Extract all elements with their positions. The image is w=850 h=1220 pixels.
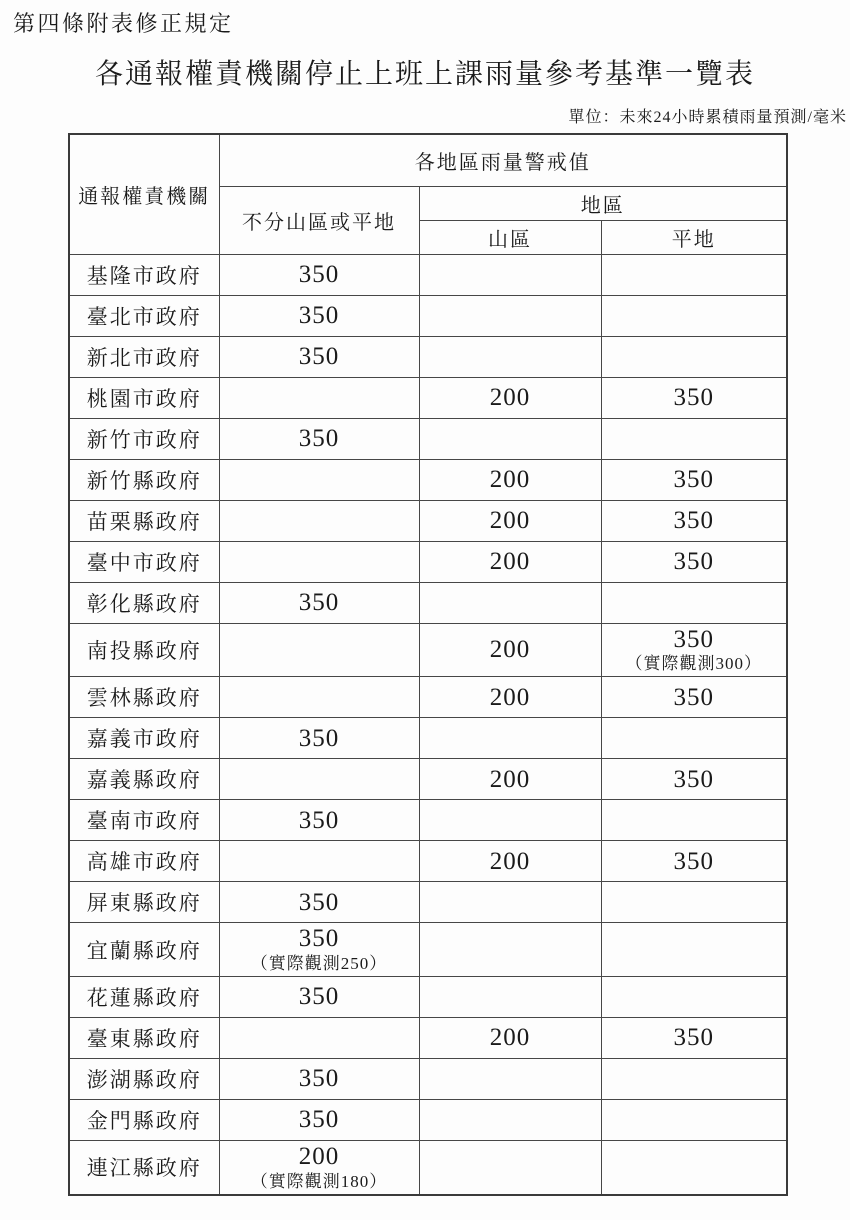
table-row	[69, 582, 787, 623]
agency-cell: 臺北市政府	[69, 295, 219, 336]
article-heading: 第四條附表修正規定	[13, 11, 234, 36]
mountain-value: 200	[489, 765, 531, 793]
flat-cell	[601, 923, 787, 977]
flat-value: 350	[673, 547, 714, 575]
all-areas-cell	[219, 1059, 419, 1100]
header-flat: 平地	[601, 220, 787, 254]
table-row	[69, 800, 787, 841]
agency-cell: 花蓮縣政府	[69, 977, 219, 1018]
agency-cell: 新竹市政府	[69, 418, 219, 459]
all-areas-cell	[219, 582, 419, 623]
all-areas-cell	[219, 800, 419, 841]
table-row	[69, 841, 787, 882]
mountain-value: 200	[489, 465, 531, 493]
table-row	[69, 759, 787, 800]
mountain-cell	[419, 459, 601, 500]
all-areas-value: 350	[298, 1106, 340, 1134]
mountain-cell	[419, 500, 601, 541]
table-row	[69, 500, 787, 541]
agency-cell: 屏東縣政府	[69, 882, 219, 923]
mountain-value: 200	[489, 1024, 531, 1052]
flat-cell	[601, 336, 787, 377]
all-areas-cell	[219, 977, 419, 1018]
agency-cell: 基隆市政府	[69, 254, 219, 295]
rainfall-threshold-table	[68, 133, 788, 1196]
all-areas-cell	[219, 1100, 419, 1141]
table-row	[69, 977, 787, 1018]
table-row	[69, 459, 787, 500]
mountain-value: 200	[489, 383, 531, 411]
flat-cell	[601, 977, 787, 1018]
mountain-cell	[419, 377, 601, 418]
flat-cell	[601, 459, 787, 500]
all-areas-value: 350	[298, 342, 340, 370]
agency-cell: 南投縣政府	[69, 623, 219, 677]
table-row	[69, 336, 787, 377]
mountain-cell	[419, 541, 601, 582]
mountain-value: 200	[489, 636, 531, 664]
all-areas-value: 350	[298, 301, 340, 329]
all-areas-cell	[219, 459, 419, 500]
mountain-value: 200	[489, 506, 531, 534]
flat-cell	[601, 254, 787, 295]
flat-cell	[601, 377, 787, 418]
table-row	[69, 677, 787, 718]
flat-note: （實際觀測300）	[625, 654, 762, 673]
flat-cell	[601, 1141, 787, 1195]
table-row	[69, 295, 787, 336]
flat-cell	[601, 418, 787, 459]
header-warning-value: 各地區雨量警戒值	[219, 134, 787, 186]
all-areas-value: 350	[298, 260, 340, 288]
flat-value: 350	[673, 465, 714, 493]
agency-cell: 桃園市政府	[69, 377, 219, 418]
all-areas-cell	[219, 623, 419, 677]
flat-value: 350	[673, 1024, 714, 1052]
agency-cell: 宜蘭縣政府	[69, 923, 219, 977]
agency-cell: 臺中市政府	[69, 541, 219, 582]
flat-cell	[601, 800, 787, 841]
agency-cell: 連江縣政府	[69, 1141, 219, 1195]
all-areas-note: （實際觀測180）	[250, 1171, 388, 1191]
header-district: 地區	[419, 186, 787, 220]
agency-cell: 嘉義市政府	[69, 718, 219, 759]
flat-cell	[601, 882, 787, 923]
flat-cell	[601, 500, 787, 541]
all-areas-value: 350	[298, 424, 340, 452]
all-areas-cell	[219, 541, 419, 582]
all-areas-cell	[219, 1018, 419, 1059]
header-row-1	[69, 134, 787, 186]
mountain-cell	[419, 336, 601, 377]
flat-value: 350	[673, 625, 714, 653]
table-row	[69, 882, 787, 923]
agency-cell: 嘉義縣政府	[69, 759, 219, 800]
all-areas-cell	[219, 718, 419, 759]
flat-cell	[601, 541, 787, 582]
table-body	[69, 254, 787, 1195]
mountain-cell	[419, 295, 601, 336]
flat-cell	[601, 841, 787, 882]
agency-cell: 新北市政府	[69, 336, 219, 377]
mountain-cell	[419, 1059, 601, 1100]
all-areas-cell	[219, 418, 419, 459]
agency-cell: 金門縣政府	[69, 1100, 219, 1141]
all-areas-cell	[219, 759, 419, 800]
flat-cell	[601, 759, 787, 800]
mountain-cell	[419, 254, 601, 295]
all-areas-cell	[219, 841, 419, 882]
agency-cell: 臺東縣政府	[69, 1018, 219, 1059]
unit-note: 單位：未來24小時累積雨量預測/毫米	[568, 109, 847, 126]
all-areas-value: 350	[298, 1065, 340, 1093]
flat-value: 350	[673, 383, 714, 411]
table-row	[69, 541, 787, 582]
agency-cell: 雲林縣政府	[69, 677, 219, 718]
mountain-value: 200	[489, 547, 531, 575]
all-areas-value: 350	[298, 806, 340, 834]
header-mountain: 山區	[419, 220, 601, 254]
flat-value: 350	[673, 765, 714, 793]
all-areas-value: 200	[298, 1143, 340, 1170]
mountain-cell	[419, 582, 601, 623]
table-row	[69, 923, 787, 977]
mountain-cell	[419, 623, 601, 677]
all-areas-cell	[219, 923, 419, 977]
mountain-cell	[419, 677, 601, 718]
agency-cell: 苗栗縣政府	[69, 500, 219, 541]
flat-value: 350	[673, 506, 714, 534]
flat-cell	[601, 1100, 787, 1141]
mountain-cell	[419, 923, 601, 977]
flat-value: 350	[673, 683, 714, 711]
all-areas-value: 350	[298, 888, 340, 916]
mountain-cell	[419, 800, 601, 841]
flat-cell	[601, 1018, 787, 1059]
all-areas-cell	[219, 295, 419, 336]
mountain-value: 200	[489, 847, 531, 875]
all-areas-value: 350	[298, 724, 340, 752]
mountain-cell	[419, 759, 601, 800]
table-row	[69, 623, 787, 677]
mountain-cell	[419, 418, 601, 459]
mountain-cell	[419, 1141, 601, 1195]
mountain-cell	[419, 1100, 601, 1141]
all-areas-value: 350	[298, 588, 340, 616]
all-areas-value: 350	[298, 983, 340, 1011]
agency-cell: 臺南市政府	[69, 800, 219, 841]
all-areas-cell	[219, 254, 419, 295]
agency-cell: 彰化縣政府	[69, 582, 219, 623]
flat-cell	[601, 623, 787, 677]
all-areas-cell	[219, 882, 419, 923]
header-no-distinction: 不分山區或平地	[219, 186, 419, 254]
mountain-cell	[419, 718, 601, 759]
table-row	[69, 254, 787, 295]
table-header	[69, 134, 787, 254]
agency-cell: 新竹縣政府	[69, 459, 219, 500]
mountain-cell	[419, 1018, 601, 1059]
agency-cell: 澎湖縣政府	[69, 1059, 219, 1100]
table-row	[69, 718, 787, 759]
all-areas-cell	[219, 500, 419, 541]
all-areas-value: 350	[298, 925, 340, 953]
all-areas-cell	[219, 336, 419, 377]
all-areas-note: （實際觀測250）	[250, 953, 388, 973]
all-areas-cell	[219, 677, 419, 718]
mountain-value: 200	[489, 683, 531, 711]
flat-cell	[601, 677, 787, 718]
all-areas-cell	[219, 377, 419, 418]
flat-cell	[601, 582, 787, 623]
table-row	[69, 1059, 787, 1100]
header-agency: 通報權責機關	[69, 134, 219, 254]
all-areas-cell	[219, 1141, 419, 1195]
table-row	[69, 1018, 787, 1059]
table-row	[69, 1141, 787, 1195]
flat-cell	[601, 1059, 787, 1100]
flat-cell	[601, 295, 787, 336]
page-title: 各通報權責機關停止上班上課雨量參考基準一覽表	[94, 59, 755, 90]
flat-cell	[601, 718, 787, 759]
mountain-cell	[419, 841, 601, 882]
table-row	[69, 418, 787, 459]
mountain-cell	[419, 882, 601, 923]
flat-value: 350	[673, 847, 714, 875]
table-row	[69, 377, 787, 418]
mountain-cell	[419, 977, 601, 1018]
table-row	[69, 1100, 787, 1141]
agency-cell: 高雄市政府	[69, 841, 219, 882]
